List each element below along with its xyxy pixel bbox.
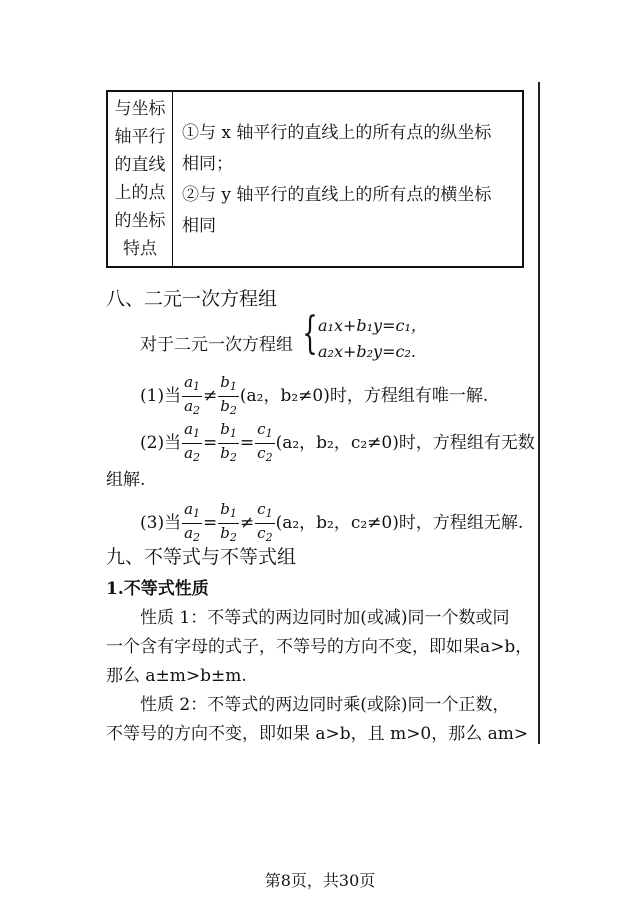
table-left-line: 上的点: [114, 183, 166, 203]
property-1-line-3: 那么 a±m>b±m.: [106, 666, 247, 686]
fraction-c1-c2: $\frac{c_1}{c_2}$: [257, 420, 273, 464]
table-right-line: ①与 x 轴平行的直线上的所有点的纵坐标: [182, 123, 492, 143]
fraction-b1-b2: $\frac{b_1}{b_2}$: [220, 500, 237, 544]
case-1-suffix: (a₂，b₂≠0)时，方程组有唯一解.: [239, 386, 489, 406]
property-2-line-2: 不等号的方向不变，即如果 a>b，且 m>0，那么 am>: [106, 724, 529, 744]
case-1-prefix: (1)当: [140, 386, 182, 406]
case-1: (1)当 $\frac{a_1}{a_2}$ ≠ $\frac{b_1}{b_2}$ (a₂，b₂≠0)时，方程组有唯一解.: [140, 373, 488, 420]
table-left-cell: [108, 92, 173, 266]
case-3-prefix: (3)当: [140, 513, 182, 533]
property-1-line-2: 一个含有字母的式子，不等号的方向不变，即如果a>b，: [106, 637, 533, 657]
case-2-prefix: (2)当: [140, 433, 182, 453]
table-right-cell: [182, 118, 522, 242]
right-margin-rule: [538, 82, 540, 744]
section-heading-9: 九、不等式与不等式组: [106, 546, 297, 568]
table-left-line: 轴平行: [114, 127, 166, 147]
property-1-line-1: 性质 1：不等式的两边同时加(或减)同一个数或同: [140, 608, 510, 628]
table-right-line: 相同: [182, 216, 216, 236]
fraction-c1-c2: $\frac{c_1}{c_2}$: [257, 500, 273, 544]
property-2-line-1: 性质 2：不等式的两边同时乘(或除)同一个正数，: [140, 695, 510, 715]
equation-2: a₂x+b₂y=c₂.: [318, 342, 416, 361]
subheading-inequality-properties: 1.不等式性质: [106, 579, 209, 599]
case-3: (3)当 $\frac{a_1}{a_2}$ = $\frac{b_1}{b_2}$ ≠ $\frac{c_1}{c_2}$ (a₂，b₂，c₂≠0)时，方程组无解.: [140, 500, 523, 547]
table-left-line: 特点: [123, 239, 157, 259]
case-2-suffix: (a₂，b₂，c₂≠0)时，方程组有无数: [275, 433, 535, 453]
table-right-line: ②与 y 轴平行的直线上的所有点的横坐标: [182, 185, 492, 205]
coordinate-feature-table: [106, 90, 524, 268]
section-heading-8: 八、二元一次方程组: [106, 288, 278, 310]
case-2-continuation: 组解.: [106, 470, 146, 490]
left-brace: {: [302, 308, 318, 359]
fraction-b1-b2: $\frac{b_1}{b_2}$: [220, 373, 237, 417]
equation-1: a₁x+b₁y=c₁，: [318, 316, 427, 335]
table-left-line: 与坐标: [114, 99, 166, 119]
fraction-a1-a2: $\frac{a_1}{a_2}$: [184, 420, 201, 464]
fraction-a1-a2: $\frac{a_1}{a_2}$: [184, 500, 201, 544]
table-left-line: 的直线: [114, 155, 166, 175]
system-intro: 对于二元一次方程组: [140, 335, 293, 355]
fraction-b1-b2: $\frac{b_1}{b_2}$: [220, 420, 237, 464]
page-footer: 第8页，共30页: [264, 871, 376, 890]
case-2: (2)当 $\frac{a_1}{a_2}$ = $\frac{b_1}{b_2}$ = $\frac{c_1}{c_2}$ (a₂，b₂，c₂≠0)时，方程组有无数: [140, 420, 535, 467]
table-left-line: 的坐标: [114, 211, 166, 231]
table-right-line: 相同；: [182, 154, 233, 174]
fraction-a1-a2: $\frac{a_1}{a_2}$: [184, 373, 201, 417]
case-3-suffix: (a₂，b₂，c₂≠0)时，方程组无解.: [275, 513, 524, 533]
